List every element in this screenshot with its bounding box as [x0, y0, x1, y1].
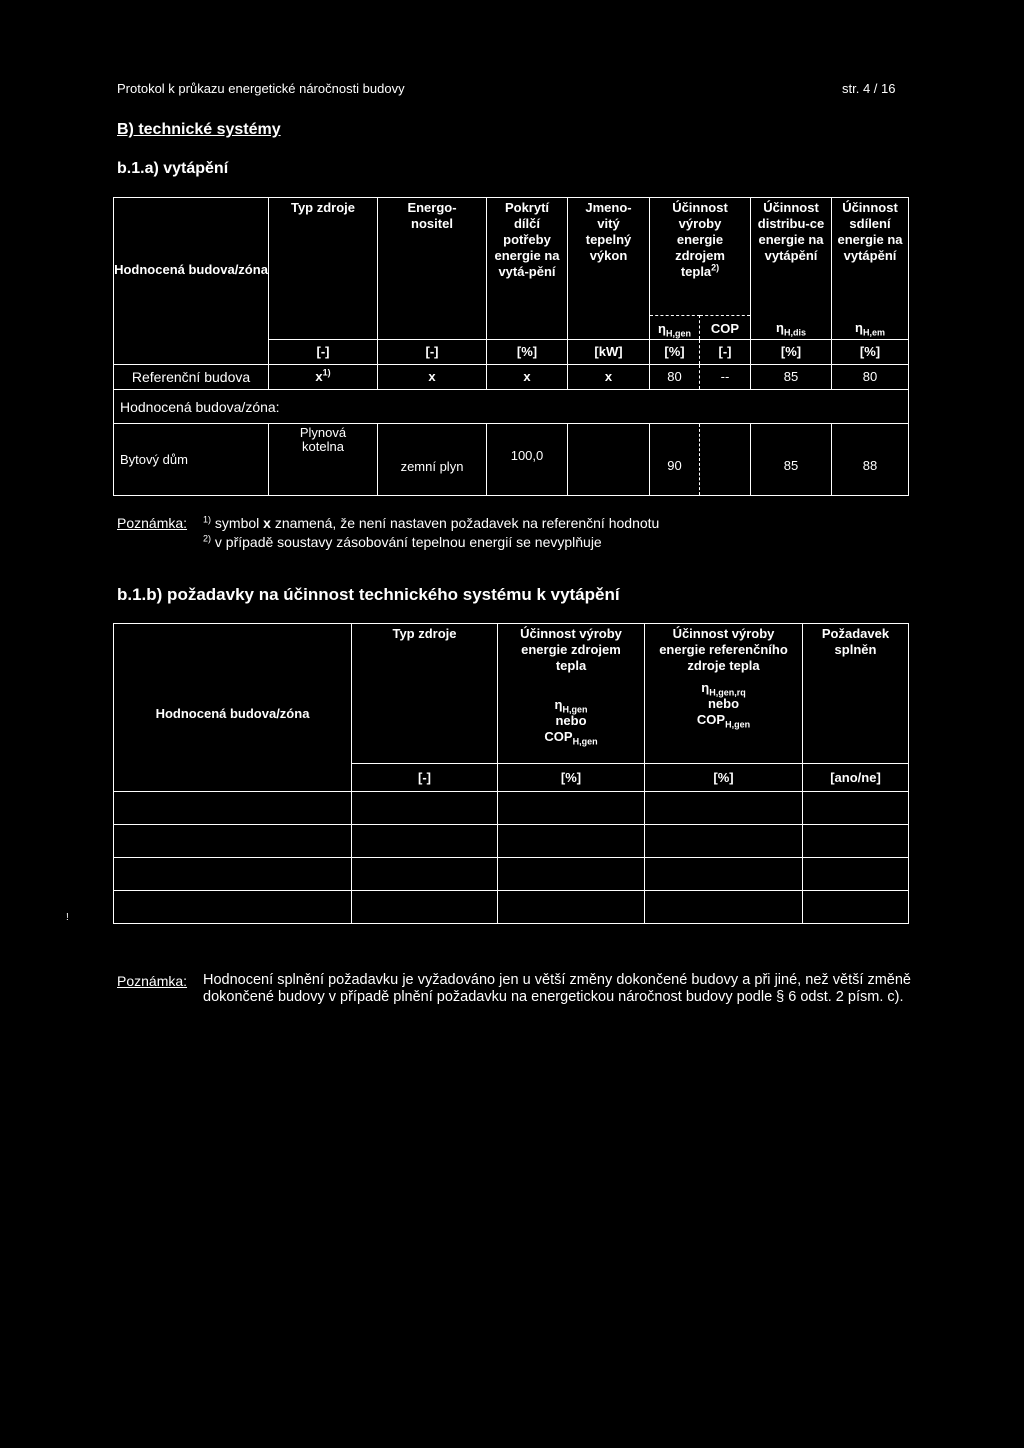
- unit-power: [kW]: [568, 340, 650, 365]
- b-empty-row: [114, 825, 909, 858]
- eval-cover: 100,0: [487, 424, 568, 496]
- unit-cover: [%]: [487, 340, 568, 365]
- unit-eff-gen: [%]: [650, 340, 700, 365]
- col-zone-header: Hodnocená budova/zóna: [114, 198, 269, 340]
- evaluated-label: Hodnocená budova/zóna:: [114, 390, 909, 424]
- eval-cop: [700, 424, 751, 496]
- unit-cop: [-]: [700, 340, 751, 365]
- reference-row: [114, 365, 909, 390]
- page-number: str. 4 / 16: [842, 81, 896, 96]
- note-b-label: Poznámka:: [117, 973, 188, 989]
- col-eff-dis-header: Účinnost distribu-ce energie na vytápění: [751, 198, 832, 316]
- b-unit-eff: [%]: [498, 764, 645, 792]
- ref-carrier: x: [378, 365, 487, 390]
- ref-eff-dis: 85: [751, 365, 832, 390]
- b-unit-ref: [%]: [645, 764, 803, 792]
- b-empty-row: [114, 891, 909, 924]
- unit-eff-em: [%]: [832, 340, 909, 365]
- document-title: Protokol k průkazu energetické náročnosti budovy: [117, 81, 405, 96]
- col-type-header: Typ zdroje: [269, 198, 378, 340]
- symbol-eta-em: $\eta_{H,em}$: [832, 316, 909, 340]
- symbol-eta-gen: $\eta_{H,gen}$: [650, 316, 700, 340]
- ref-cop: --: [700, 365, 751, 390]
- eval-carrier: zemní plyn: [378, 424, 487, 496]
- b-col-ref-header: Účinnost výroby energie referenčního zdroje tepla $\eta_{H,gen,rq}$ nebo $COP_{H,gen}$: [645, 624, 803, 764]
- eval-power: [568, 424, 650, 496]
- b-empty-row: [114, 792, 909, 825]
- eval-eff-dis: 85: [751, 424, 832, 496]
- b-empty-row: [114, 858, 909, 891]
- eval-type: Plynová kotelna: [269, 424, 378, 496]
- col-cover-header: Pokrytí dílčí potřeby energie na vytá-pění: [487, 198, 568, 340]
- ref-label: Referenční budova: [114, 365, 269, 390]
- ref-type: $x^{1)}$: [269, 365, 378, 390]
- ref-power: x: [568, 365, 650, 390]
- unit-carrier: [-]: [378, 340, 487, 365]
- note-b-text: Hodnocení splnění požadavku je vyžadováno jen u větší změny dokončené budovy a při jiné, než větší změně dokončené budovy v případě plnění požadavku na energetickou náročnost budovy podle § 6 odst. 2 písm. c).: [203, 972, 911, 1005]
- b-col-zone-header: Hodnocená budova/zóna: [114, 624, 352, 764]
- eval-eff-gen: 90: [650, 424, 700, 496]
- note-a-line2: $^{2)}$ v případě soustavy zásobování tepelnou energií se nevyplňuje: [203, 533, 602, 550]
- heating-systems-table: [113, 197, 909, 496]
- eval-eff-em: 88: [832, 424, 909, 496]
- unit-type: [-]: [269, 340, 378, 365]
- b-col-met-header: Požadavek splněn: [803, 624, 909, 764]
- b-col-type-header: Typ zdroje: [352, 624, 498, 764]
- symbol-cop: COP: [700, 316, 751, 340]
- b-unit-type: [-]: [352, 764, 498, 792]
- symbol-eta-dis: $\eta_{H,dis}$: [751, 316, 832, 340]
- unit-eff-dis: [%]: [751, 340, 832, 365]
- b-col-eff-header: Účinnost výroby energie zdrojem tepla $\eta_{H,gen}$ nebo $COP_{H,gen}$: [498, 624, 645, 764]
- ref-eff-em: 80: [832, 365, 909, 390]
- note-a-label: Poznámka:: [117, 515, 188, 531]
- ref-eff-gen: 80: [650, 365, 700, 390]
- col-power-header: Jmeno-vitý tepelný výkon: [568, 198, 650, 340]
- col-carrier-header: Energo-nositel: [378, 198, 487, 340]
- col-eff-gen-header: Účinnost výroby energie zdrojem tepla$^{2)}$: [650, 198, 751, 316]
- b-unit-met: [ano/ne]: [803, 764, 909, 792]
- evaluated-row: [114, 424, 909, 496]
- subsection-a-title: b.1.a) vytápění: [117, 160, 229, 177]
- note-a-line1: $^{1)}$ symbol x znamená, že není nastaven požadavek na referenční hodnotu: [203, 514, 660, 531]
- eval-zone: Bytový dům: [114, 424, 269, 496]
- efficiency-requirements-table: [113, 623, 909, 924]
- section-title: B) technické systémy: [117, 121, 281, 138]
- subsection-b-title: b.1.b) požadavky na účinnost technického systému k vytápění: [117, 585, 620, 604]
- margin-mark: !: [66, 912, 69, 923]
- ref-cover: x: [487, 365, 568, 390]
- col-eff-em-header: Účinnost sdílení energie na vytápění: [832, 198, 909, 316]
